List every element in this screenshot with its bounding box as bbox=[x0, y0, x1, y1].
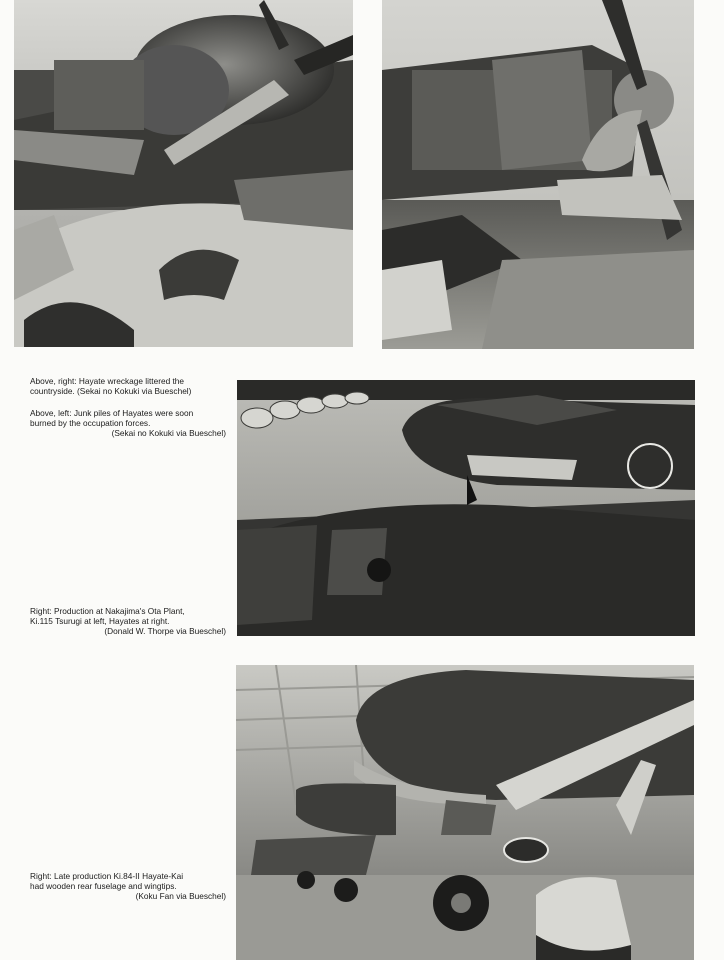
caption-line: Above, right: Hayate wreckage littered the bbox=[30, 376, 185, 386]
caption-line: burned by the occupation forces. bbox=[30, 418, 151, 428]
photo-late-production-image bbox=[236, 665, 694, 960]
caption-line: Right: Late production Ki.84-II Hayate-Kai bbox=[30, 871, 184, 881]
caption-above-left bbox=[30, 408, 226, 438]
caption-line: countryside. (Sekai no Kokuki via Bueschel) bbox=[30, 386, 192, 396]
caption-line: Ki.115 Tsurugi at left, Hayates at right. bbox=[30, 616, 170, 626]
caption-late-production bbox=[30, 871, 226, 901]
caption-line: Above, left: Junk piles of Hayates were soon bbox=[30, 408, 194, 418]
photo-wreckage-countryside bbox=[382, 0, 694, 349]
photo-credit: (Sekai no Kokuki via Bueschel) bbox=[111, 428, 226, 438]
caption-above-right bbox=[30, 376, 226, 396]
caption-line: Right: Production at Nakajima's Ota Plant, bbox=[30, 606, 185, 616]
photo-late-production-ki84 bbox=[236, 665, 694, 960]
caption-production bbox=[30, 606, 226, 636]
photo-wreckage-image bbox=[382, 0, 694, 349]
photo-junk-pile-image bbox=[14, 0, 353, 347]
caption-line: had wooden rear fuselage and wingtips. bbox=[30, 881, 177, 891]
photo-credit: (Koku Fan via Bueschel) bbox=[135, 891, 226, 901]
photo-junk-pile bbox=[14, 0, 353, 347]
photo-credit: (Donald W. Thorpe via Bueschel) bbox=[104, 626, 226, 636]
photo-ota-plant-image bbox=[237, 380, 695, 636]
photo-ota-plant-production bbox=[237, 380, 695, 636]
